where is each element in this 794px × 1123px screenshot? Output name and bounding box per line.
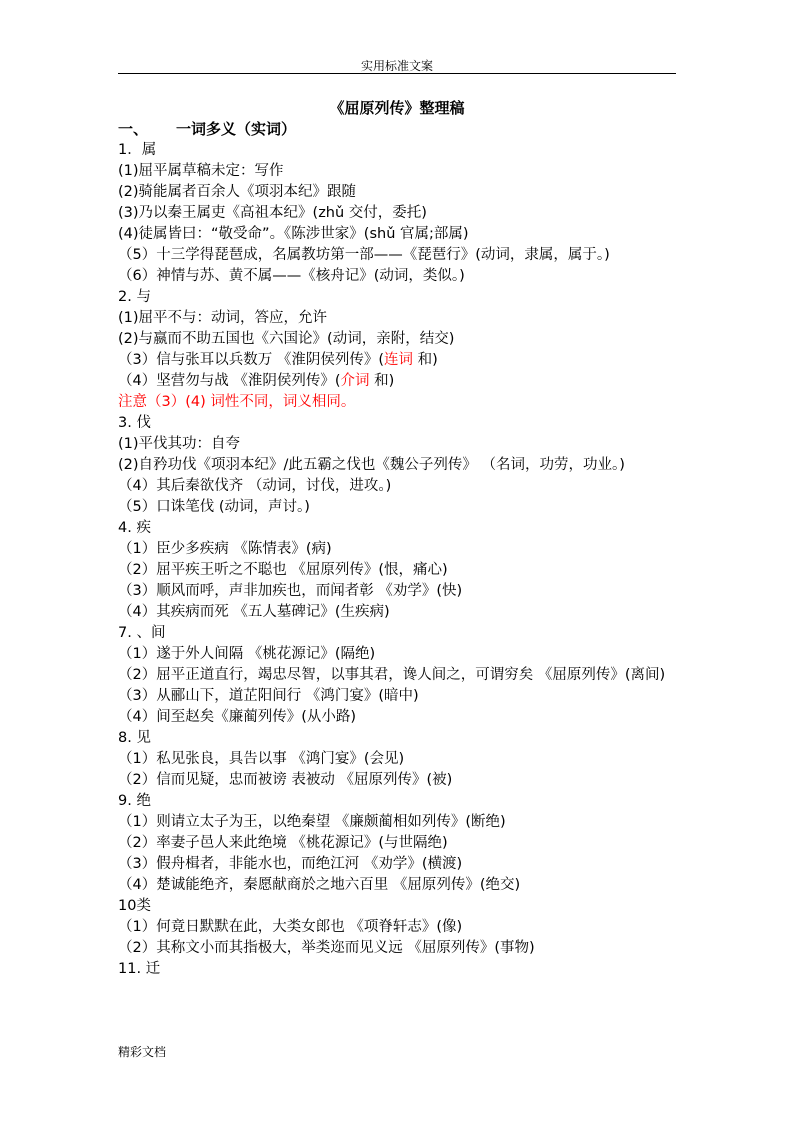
text-line xyxy=(118,854,680,875)
text-line xyxy=(118,812,680,833)
line-text: （4）间至赵矣《廉蔺列传》(从小路) xyxy=(118,709,357,725)
highlight-text: 连词 xyxy=(384,352,413,368)
line-text: （1）则请立太子为王，以绝秦望 《廉颇蔺相如列传》(断绝) xyxy=(118,814,506,830)
line-text: (1)屈平不与：动词，答应，允许 xyxy=(118,310,328,326)
line-text: (2)与嬴而不助五国也《六国论》(动词，亲附，结交) xyxy=(118,331,455,347)
text-line xyxy=(118,791,680,812)
line-text: （5）口诛笔伐 (动词，声讨。) xyxy=(118,499,310,515)
section-label: 一词多义（实词） xyxy=(176,120,297,138)
text-line xyxy=(118,497,680,518)
line-text: （1）私见张良，具告以事 《鸿门宴》(会见) xyxy=(118,751,405,767)
page-footer: 精彩文档 xyxy=(118,1045,167,1059)
line-text: （4）其后秦欲伐齐 （动词，讨伐，进攻。) xyxy=(118,478,392,494)
line-text: （1）臣少多疾病 《陈情表》(病) xyxy=(118,541,332,557)
text-line xyxy=(118,938,680,959)
line-text: （2）信而见疑，忠而被谤 表被动 《屈原列传》(被) xyxy=(118,772,453,788)
line-text: 2. 与 xyxy=(118,289,151,305)
text-line xyxy=(118,959,680,980)
line-text: （6）神情与苏、黄不属——《核舟记》(动词，类似。) xyxy=(118,268,465,284)
line-text: (2)自矜功伐《项羽本纪》/此五霸之伐也《魏公子列传》 （名词，功劳，功业。) xyxy=(118,457,625,473)
line-text: (3)乃以秦王属吏《高祖本纪》(zhǔ 交付，委托) xyxy=(118,205,427,221)
line-text: （3）假舟楫者，非能水也，而绝江河 《劝学》(横渡) xyxy=(118,856,463,872)
text-line xyxy=(118,329,680,350)
text-line xyxy=(118,560,680,581)
text-line xyxy=(118,287,680,308)
text-line xyxy=(118,434,680,455)
header-rule xyxy=(118,73,676,74)
entry-list xyxy=(118,140,680,980)
line-text: （2）率妻子邑人来此绝境 《桃花源记》(与世隔绝) xyxy=(118,835,448,851)
text-line xyxy=(118,161,680,182)
line-text: （3）顺风而呼，声非加疾也，而闻者彰 《劝学》(快) xyxy=(118,583,463,599)
line-text: （2）屈平正道直行，竭忠尽智，以事其君，谗人间之，可谓穷矣 《屈原列传》(离间) xyxy=(118,667,666,683)
document-body xyxy=(118,119,680,980)
text-line xyxy=(118,266,680,287)
line-text: (2)骑能属者百余人《项羽本纪》跟随 xyxy=(118,184,357,200)
text-line xyxy=(118,875,680,896)
text-line xyxy=(118,749,680,770)
text-line xyxy=(118,623,680,644)
text-line xyxy=(118,539,680,560)
text-line xyxy=(118,665,680,686)
line-text: 3. 伐 xyxy=(118,415,151,431)
text-line xyxy=(118,308,680,329)
text-line xyxy=(118,455,680,476)
line-text: 4. 疾 xyxy=(118,520,151,536)
text-line xyxy=(118,581,680,602)
line-text: （4）坚营勿与战 《淮阴侯列传》( xyxy=(118,373,341,389)
line-text: （2）屈平疾王听之不聪也 《屈原列传》(恨，痛心) xyxy=(118,562,448,578)
text-line xyxy=(118,413,680,434)
text-line xyxy=(118,392,680,413)
text-line xyxy=(118,350,680,371)
line-text: 10类 xyxy=(118,898,151,914)
line-text: （3）信与张耳以兵数万 《淮阴侯列传》( xyxy=(118,352,384,368)
line-text-tail: 和) xyxy=(369,373,395,389)
line-text: (4)徒属皆曰：“敬受命”。《陈涉世家》(shǔ 官属;部属) xyxy=(118,226,469,242)
line-text: (1)屈平属草稿未定：写作 xyxy=(118,163,284,179)
text-line xyxy=(118,686,680,707)
line-text: （3）从郦山下，道芷阳间行 《鸿门宴》(暗中) xyxy=(118,688,419,704)
page-header: 实用标准文案 xyxy=(360,59,433,73)
text-line xyxy=(118,728,680,749)
line-text: 7. 、间 xyxy=(118,625,166,641)
section-number: 一、 xyxy=(118,120,149,138)
line-text: （2）其称文小而其指极大，举类迩而见义远 《屈原列传》(事物) xyxy=(118,940,535,956)
text-line xyxy=(118,644,680,665)
line-text: 1．属 xyxy=(118,142,157,158)
line-text: 11. 迁 xyxy=(118,961,161,977)
highlight-text: 注意（3）(4) 词性不同，词义相同。 xyxy=(118,394,356,410)
line-text: （1）遂于外人间隔 《桃花源记》(隔绝) xyxy=(118,646,376,662)
text-line xyxy=(118,245,680,266)
section-heading xyxy=(118,119,680,140)
line-text-tail: 和) xyxy=(413,352,438,368)
line-text: （4）楚诚能绝齐，秦愿献商於之地六百里 《屈原列传》(绝交) xyxy=(118,877,521,893)
text-line xyxy=(118,833,680,854)
highlight-text: 介词 xyxy=(340,373,370,389)
text-line xyxy=(118,917,680,938)
line-text: 9. 绝 xyxy=(118,793,151,809)
line-text: （4）其疾病而死 《五人墓碑记》(生疾病) xyxy=(118,604,390,620)
text-line xyxy=(118,707,680,728)
line-text: （1）何竟日默默在此，大类女郎也 《项脊轩志》(像) xyxy=(118,919,463,935)
text-line xyxy=(118,224,680,245)
text-line xyxy=(118,518,680,539)
text-line xyxy=(118,371,680,392)
text-line xyxy=(118,182,680,203)
line-text: 8. 见 xyxy=(118,730,151,746)
text-line xyxy=(118,140,680,161)
document-title: 《屈原列传》整理稿 xyxy=(329,99,465,117)
text-line xyxy=(118,476,680,497)
text-line xyxy=(118,602,680,623)
line-text: （5）十三学得琵琶成，名属教坊第一部——《琵琶行》(动词，隶属，属于。) xyxy=(118,247,610,263)
text-line xyxy=(118,770,680,791)
text-line xyxy=(118,896,680,917)
line-text: (1)平伐其功：自夸 xyxy=(118,436,241,452)
text-line xyxy=(118,203,680,224)
